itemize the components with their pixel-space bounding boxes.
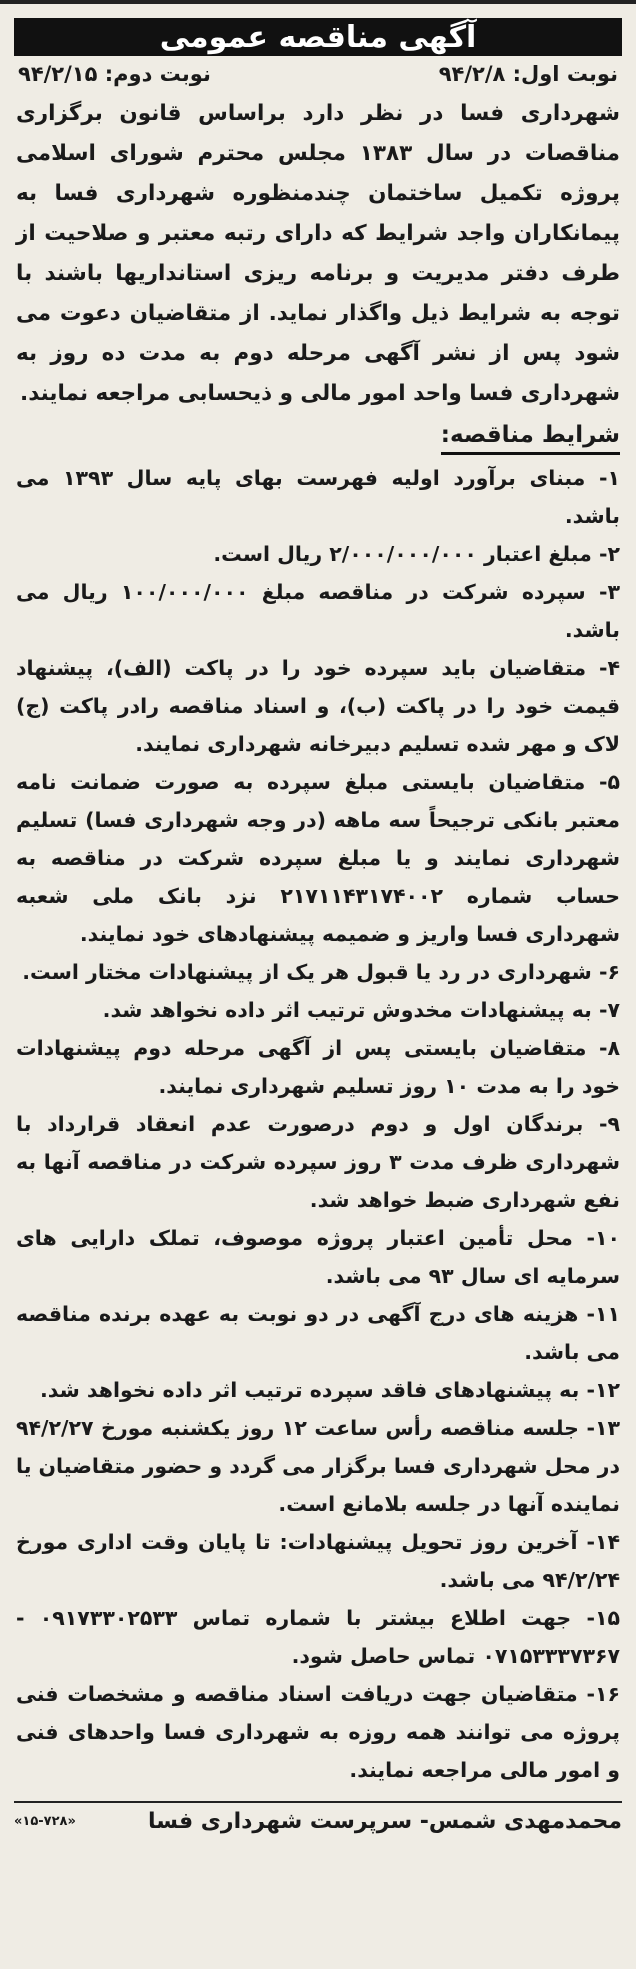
conditions-list bbox=[16, 459, 620, 1789]
condition-item: ۵- متقاضیان بایستی مبلغ سپرده به صورت ضمانت نامه معتبر بانکی ترجیحاً سه ماهه (در وجه شهرداری فسا) تسلیم شهرداری نمایند و یا مبلغ سپرده شرکت در مناقصه به حساب شماره ۲۱۷۱۱۴۳۱۷۴۰۰۲ نزد بانک ملی شعبه شهرداری فسا واریز و ضمیمه پیشنهادهای خود نمایند. bbox=[16, 770, 620, 946]
first-round-date: نوبت اول: ۹۴/۲/۸ bbox=[438, 62, 618, 86]
condition-item: ۹- برندگان اول و دوم درصورت عدم انعقاد قرارداد با شهرداری ظرف مدت ۳ روز سپرده شرکت در مناقصه آنها به نفع شهرداری ضبط خواهد شد. bbox=[16, 1112, 620, 1212]
notice-code: «۱۵-۷۲۸» bbox=[14, 1814, 76, 1829]
signatory: محمدمهدی شمس- سرپرست شهرداری فسا bbox=[148, 1809, 622, 1834]
notice-title: آگهی مناقصه عمومی bbox=[14, 18, 622, 56]
condition-item: ۷- به پیشنهادات مخدوش ترتیب اثر داده نخواهد شد. bbox=[102, 998, 620, 1022]
condition-item: ۳- سپرده شرکت در مناقصه مبلغ ۱۰۰/۰۰۰/۰۰۰ ریال می باشد. bbox=[16, 580, 620, 642]
condition-item: ۱۲- به پیشنهادهای فاقد سپرده ترتیب اثر داده نخواهد شد. bbox=[40, 1378, 620, 1402]
signature-line bbox=[14, 1801, 622, 1834]
publication-rounds bbox=[18, 62, 618, 86]
condition-item: ۴- متقاضیان باید سپرده خود را در پاکت (الف)، پیشنهاد قیمت خود را در پاکت (ب)، و اسناد مناقصه رادر پاکت (ج) لاک و مهر شده تسلیم دبیرخانه شهرداری نمایند. bbox=[16, 656, 620, 756]
condition-item: ۱۵- جهت اطلاع بیشتر با شماره تماس ۰۹۱۷۳۳۰۲۵۳۳ - ۰۷۱۵۳۳۳۷۳۶۷ تماس حاصل شود. bbox=[16, 1606, 620, 1668]
condition-item: ۶- شهرداری در رد یا قبول هر یک از پیشنهادات مختار است. bbox=[22, 960, 620, 984]
condition-item: ۲- مبلغ اعتبار ۲/۰۰۰/۰۰۰/۰۰۰ ریال است. bbox=[213, 542, 620, 566]
condition-item: ۱۴- آخرین روز تحویل پیشنهادات: تا پایان وقت اداری مورخ ۹۴/۲/۲۴ می باشد. bbox=[16, 1530, 620, 1592]
condition-item: ۱۰- محل تأمین اعتبار پروژه موصوف، تملک دارایی های سرمایه ای سال ۹۳ می باشد. bbox=[16, 1226, 620, 1288]
condition-item: ۸- متقاضیان بایستی پس از آگهی مرحله دوم پیشنهادات خود را به مدت ۱۰ روز تسلیم شهرداری نمایند. bbox=[16, 1036, 620, 1098]
condition-item: ۱۱- هزینه های درج آگهی در دو نوبت به عهده برنده مناقصه می باشد. bbox=[16, 1302, 620, 1364]
condition-item: ۱۳- جلسه مناقصه رأس ساعت ۱۲ روز یکشنبه مورخ ۹۴/۲/۲۷ در محل شهرداری فسا برگزار می گردد و حضور متقاضیان یا نماینده آنها در جلسه بلامانع است. bbox=[16, 1416, 620, 1516]
intro-paragraph: شهرداری فسا در نظر دارد براساس قانون برگزاری مناقصات در سال ۱۳۸۳ مجلس محترم شورای اسلامی پروژه تکمیل ساختمان چندمنظوره شهرداری فسا به پیمانکاران واجد شرایط که دارای رتبه معتبر و صلاحیت از طرف دفتر مدیریت و برنامه ریزی استانداریها باشند با توجه به شرایط ذیل واگذار نماید. از متقاضیان دعوت می شود پس از نشر آگهی مرحله دوم به مدت ده روز به شهرداری فسا واحد امور مالی و ذیحسابی مراجعه نمایند. bbox=[16, 101, 620, 406]
condition-item: ۱- مبنای برآورد اولیه فهرست بهای پایه سال ۱۳۹۳ می باشد. bbox=[16, 466, 620, 528]
conditions-title: شرایط مناقصه: bbox=[441, 418, 620, 455]
second-round-date: نوبت دوم: ۹۴/۲/۱۵ bbox=[18, 62, 211, 86]
condition-item: ۱۶- متقاضیان جهت دریافت اسناد مناقصه و مشخصات فنی پروژه می توانند همه روزه به شهرداری فسا واحدهای فنی و امور مالی مراجعه نمایند. bbox=[16, 1682, 620, 1782]
